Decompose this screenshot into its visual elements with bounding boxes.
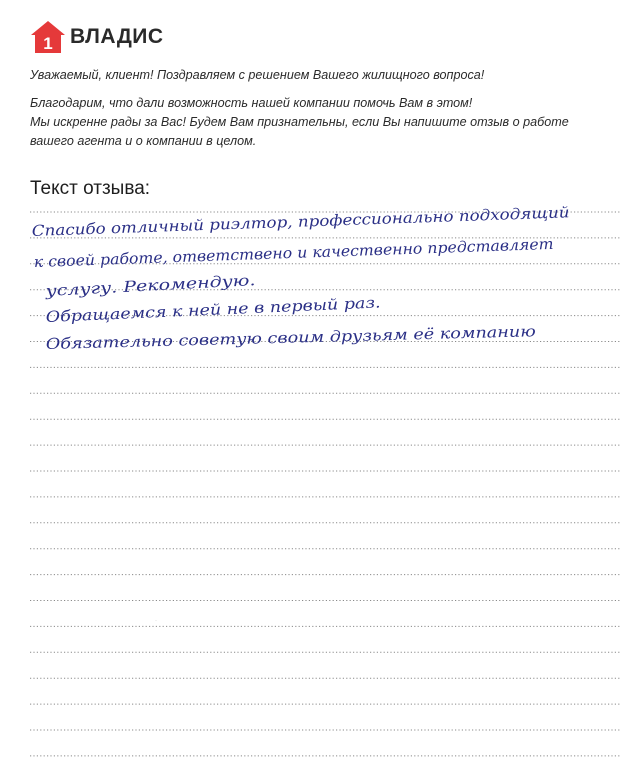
intro-thanks-line1: Благодарим, что дали возможность нашей компании помочь Вам в этом!	[30, 96, 473, 110]
review-line: услугу. Рекомендую.	[45, 273, 212, 300]
intro-greeting: Уважаемый, клиент! Поздравляем с решением Вашего жилищного вопроса!	[30, 68, 485, 82]
paper-speck: ·	[155, 618, 157, 624]
review-line: Спасибо отличный риэлтор, профессионально подходящий	[31, 205, 515, 240]
review-title: Текст отзыва:	[30, 178, 151, 199]
review-line: к своей работе, ответствено и качественно представляет	[33, 235, 531, 271]
review-line: Обязательно советую своим друзьям её компанию	[45, 324, 464, 353]
logo-badge-number: 1	[43, 34, 53, 53]
intro-thanks-line3: вашего агента и о компании в целом.	[30, 134, 257, 148]
brand-name: ВЛАДИС	[70, 25, 164, 48]
intro-thanks-line2: Мы искренне рады за Вас! Будем Вам признательны, если Вы напишите отзыв о работе	[30, 115, 569, 129]
review-line: Обращаемся к ней не в первый раз.	[45, 295, 334, 326]
